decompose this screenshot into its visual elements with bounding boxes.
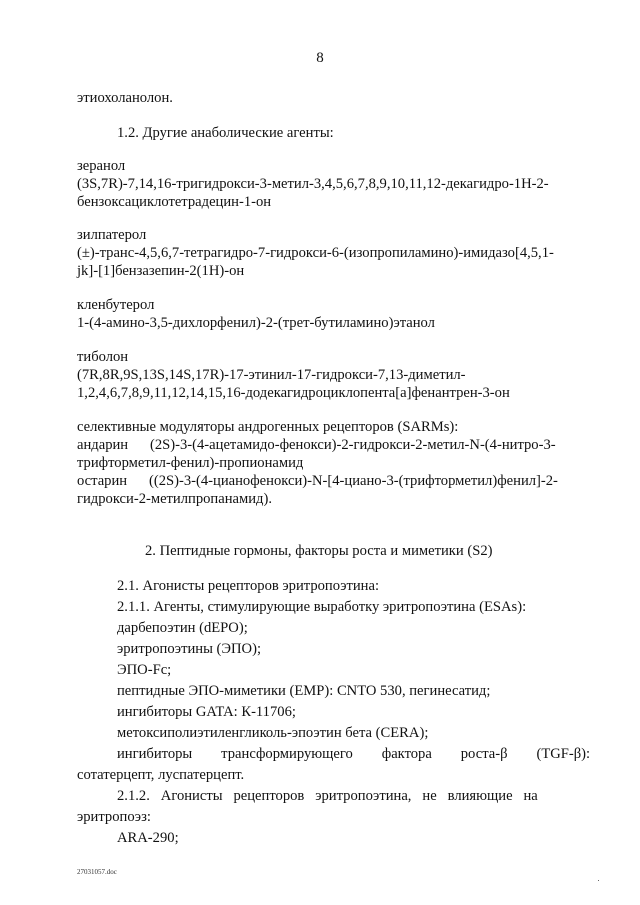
list-item: дарбепоэтин (dEPO); [117, 620, 248, 636]
subsection-heading: 2.1.1. Агенты, стимулирующие выработку эритропоэтина (ESAs): [117, 599, 527, 615]
compound-formula: 1,2,4,6,7,8,9,11,12,14,15,16-додекагидроциклопента[а]фенантрен-3-он [77, 385, 510, 401]
list-item: эритропоэтины (ЭПО); [117, 641, 262, 657]
compound-name: зеранол [77, 158, 126, 174]
list-item: ARA-290; [117, 830, 179, 846]
text-line: эритропоэз: [77, 809, 151, 825]
compound-name: зилпатерол [77, 227, 147, 243]
list-item: сотатерцепт, луспатерцепт. [77, 767, 245, 783]
scan-mark [598, 880, 599, 881]
page-number: 8 [316, 50, 324, 66]
compound-formula: jk]-[1]бензазепин-2(1Н)-он [77, 263, 245, 279]
list-item: ингибиторы трансформирующего фактора роста-β (TGF-β): [117, 746, 591, 762]
text-line: этиохоланолон. [77, 90, 173, 106]
compound-formula: бензоксациклотетрадецин-1-он [77, 194, 272, 210]
compound-formula: (3S,7R)-7,14,16-тригидрокси-3-метил-3,4,5,6,7,8,9,10,11,12-декагидро-1Н-2- [77, 176, 549, 192]
footer-filename: 27031057.doc [77, 868, 117, 876]
section-heading: 1.2. Другие анаболические агенты: [117, 125, 334, 141]
compound-name: тиболон [77, 349, 129, 365]
list-item: пептидные ЭПО-миметики (ЕМР): CNTO 530, пегинесатид; [117, 683, 491, 699]
compound-name: кленбутерол [77, 297, 155, 313]
compound-formula: (7R,8R,9S,13S,14S,17R)-17-этинил-17-гидрокси-7,13-диметил- [77, 367, 466, 383]
compound-formula: остарин ((2S)-3-(4-цианофенокси)-N-[4-циано-3-(трифторметил)фенил]-2- [77, 473, 558, 489]
text-line: селективные модуляторы андрогенных рецепторов (SARMs): [77, 419, 459, 435]
compound-formula: 1-(4-амино-3,5-дихлорфенил)-2-(трет-бутиламино)этанол [77, 315, 435, 331]
list-item: метоксиполиэтиленгликоль-эпоэтин бета (CERA); [117, 725, 429, 741]
section-heading: 2. Пептидные гормоны, факторы роста и миметики (S2) [145, 543, 493, 559]
compound-formula: гидрокси-2-метилпропанамид). [77, 491, 272, 507]
list-item: ЭПО-Fc; [117, 662, 172, 678]
compound-formula: андарин (2S)-3-(4-ацетамидо-фенокси)-2-гидрокси-2-метил-N-(4-нитро-3- [77, 437, 556, 453]
compound-formula: трифторметил-фенил)-пропионамид [77, 455, 304, 471]
subsection-heading: 2.1.2. Агонисты рецепторов эритропоэтина, не влияющие на [117, 788, 538, 804]
subsection-heading: 2.1. Агонисты рецепторов эритропоэтина: [117, 578, 380, 594]
list-item: ингибиторы GATA: К-11706; [117, 704, 296, 720]
compound-formula: (±)-транс-4,5,6,7-тетрагидро-7-гидрокси-6-(изопропиламино)-имидазо[4,5,1- [77, 245, 554, 261]
